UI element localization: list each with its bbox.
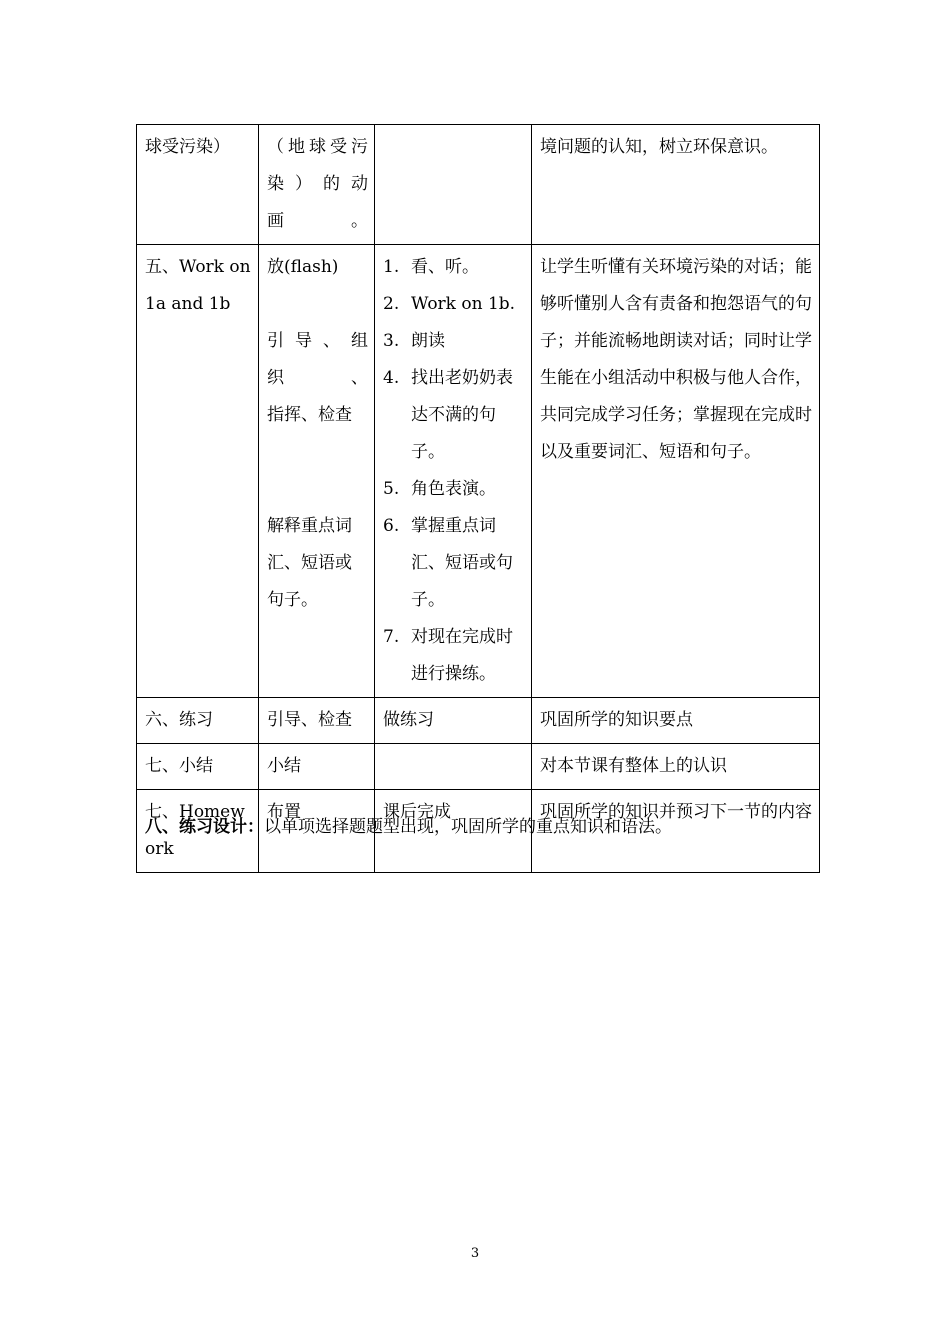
table-cell: 六、练习 — [137, 698, 259, 744]
table-cell: 球受污染） — [137, 125, 259, 245]
table-cell: 布置 — [259, 790, 375, 873]
table-cell: 七、小结 — [137, 744, 259, 790]
list-item: 5. 角色表演。 — [383, 479, 496, 499]
page-number: 3 — [470, 1246, 480, 1261]
list-item: 1. 看、听。 — [383, 257, 479, 277]
table-cell: 对本节课有整体上的认识 — [532, 744, 820, 790]
table-cell: 巩固所学的知识要点 — [532, 698, 820, 744]
table-cell: 做练习 — [375, 698, 532, 744]
table-cell — [259, 245, 375, 698]
table-cell: 七、Homework — [137, 790, 259, 873]
table-cell — [375, 125, 532, 245]
exercise-design-text: 以单项选择题题型出现，巩固所学的重点知识和语法。 — [264, 817, 672, 837]
lesson-plan-table — [136, 124, 820, 873]
list-item: 7. 对现在完成时进行操练。 — [383, 627, 513, 684]
table-cell: 让学生听懂有关环境污染的对话；能够听懂别人含有责备和抱怨语气的句子；并能流畅地朗读对话；同时让学生能在小组活动中积极与他人合作，共同完成学习任务；掌握现在完成时以及重要词汇、短语和句子。 — [532, 245, 820, 698]
cell-text: 指挥、检查 — [267, 405, 352, 425]
list-item: 4. 找出老奶奶表达不满的句子。 — [383, 368, 513, 462]
step-list — [383, 249, 525, 693]
table-cell — [259, 125, 375, 245]
table-row — [137, 245, 820, 698]
exercise-design-label: 八、练习设计： — [145, 817, 264, 837]
cell-text: 引导、组织、 — [267, 331, 368, 388]
table-cell: 巩固所学的知识并预习下一节的内容 — [532, 790, 820, 873]
table-cell — [375, 245, 532, 698]
table-row — [137, 744, 820, 790]
table-cell: 五、Work on 1a and 1b — [137, 245, 259, 698]
cell-text: 放(flash) — [267, 257, 339, 277]
table-row — [137, 698, 820, 744]
cell-text: （地球受污染）的动画。 — [267, 137, 368, 231]
table-row — [137, 125, 820, 245]
exercise-design-note — [145, 812, 672, 842]
table-cell: 引导、检查 — [259, 698, 375, 744]
list-item: 6. 掌握重点词汇、短语或句子。 — [383, 516, 513, 610]
list-item: 3. 朗读 — [383, 331, 445, 351]
table-cell — [375, 744, 532, 790]
table-cell: 小结 — [259, 744, 375, 790]
table-cell: 课后完成 — [375, 790, 532, 873]
table-cell: 境问题的认知，树立环保意识。 — [532, 125, 820, 245]
list-item: 2. Work on 1b. — [383, 294, 516, 314]
cell-text: 解释重点词汇、短语或句子。 — [267, 516, 352, 610]
